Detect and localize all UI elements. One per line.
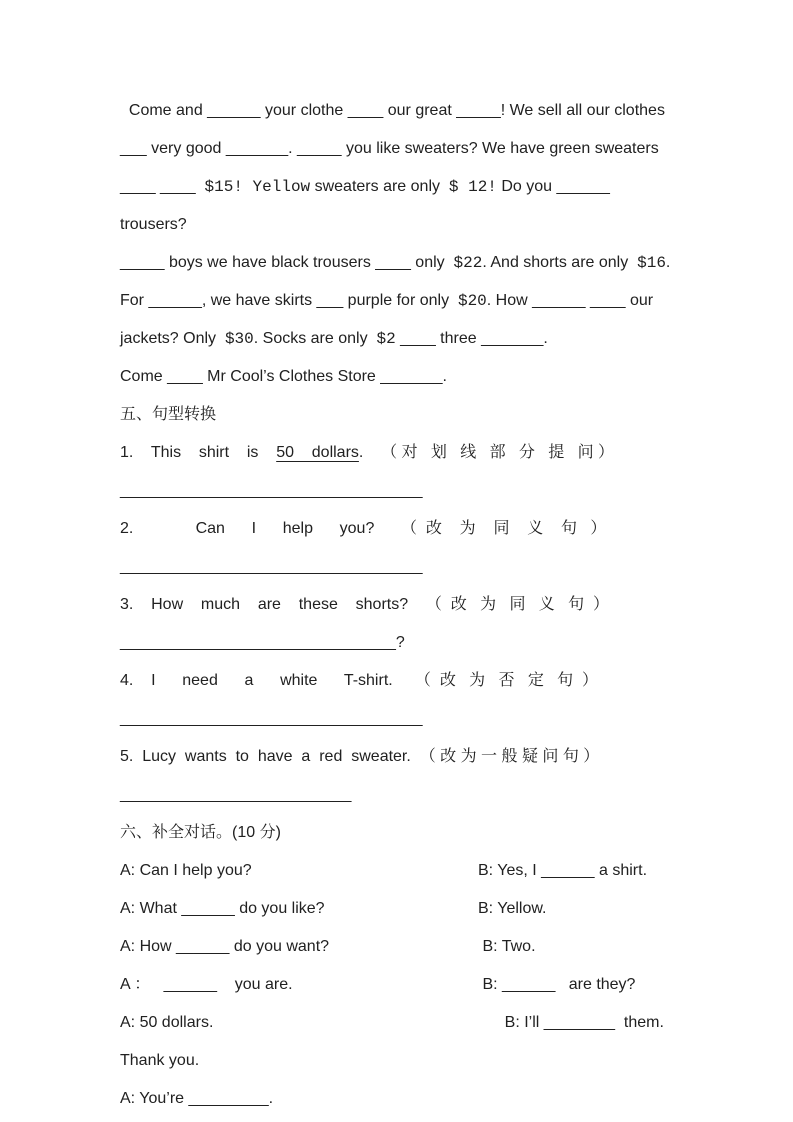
cloze-paragraph — [120, 92, 677, 396]
transform-item — [120, 510, 677, 548]
dialogue-row — [120, 966, 677, 1004]
transform-item — [120, 586, 677, 624]
cloze-line — [120, 130, 677, 168]
price-text: $22 — [453, 254, 483, 272]
section6-heading: 六、补全对话。(10 分) — [120, 824, 281, 841]
dialogue-last-line: A: You’re _________. — [120, 1090, 274, 1107]
section5-heading: 五、句型转换 — [120, 406, 217, 423]
answer-blank-line: __________________________ — [120, 786, 352, 803]
cloze-text: . How ______ ____ our — [486, 292, 654, 309]
cloze-text: For ______, we have skirts ___ purple for only — [120, 292, 458, 309]
underlined-text: 50 dollars — [276, 444, 359, 461]
speaker-b-line: B: Yes, I ______ a shirt. — [478, 862, 648, 879]
cloze-text: Come ____ Mr Cool’s Clothes Store _______. — [120, 368, 447, 385]
cloze-text: jackets? Only — [120, 330, 225, 347]
dialogue-continuation: Thank you. — [120, 1052, 200, 1069]
cloze-text: ____ three _______. — [395, 330, 548, 347]
cloze-text: Come and ______ your clothe ____ our great _____! We sell all our clothes — [120, 102, 665, 119]
answer-blank-line: _______________________________? — [120, 634, 405, 651]
answer-blank-line: __________________________________ — [120, 482, 423, 499]
price-text: $16 — [637, 254, 666, 272]
cloze-text: . — [665, 254, 671, 271]
dialogue-rows — [120, 852, 677, 1042]
cloze-line — [120, 358, 677, 396]
price-text: $30 — [224, 330, 254, 348]
item-text: 3. How much are these shorts? （ 改 为 同 义 句 ） — [120, 596, 610, 613]
cloze-line — [120, 320, 677, 358]
transform-item — [120, 662, 677, 700]
price-text: $15! Yellow — [204, 178, 311, 196]
item-text: 4. I need a white T-shirt. （ 改 为 否 定 句 ） — [120, 672, 599, 689]
item-text: 5. Lucy wants to have a red sweater. （ 改 为 一 般 疑 问 句 ） — [120, 748, 600, 765]
item-text: 1. This shirt is — [120, 444, 277, 461]
dialogue-row — [120, 1004, 677, 1042]
speaker-b-line: B: Two. — [478, 938, 536, 955]
cloze-text: _____ boys we have black trousers ____ only — [120, 254, 454, 271]
answer-blank-line: __________________________________ — [120, 558, 423, 575]
speaker-a-line: A ： ______ you are. — [120, 976, 293, 993]
speaker-b-line: B: Yellow. — [478, 900, 547, 917]
speaker-a-line: A: What ______ do you like? — [120, 900, 325, 917]
price-text: $20 — [457, 292, 487, 310]
speaker-b-line: B: ______ are they? — [478, 976, 636, 993]
price-text: $ 12! — [448, 178, 497, 196]
cloze-text: . Socks are only — [253, 330, 377, 347]
section5-items — [120, 434, 677, 814]
speaker-a-line: A: How ______ do you want? — [120, 938, 330, 955]
item-text: 2. Can I help you? （ 改 为 同 义 句 ） — [120, 520, 607, 537]
cloze-line — [120, 244, 677, 282]
dialogue-row — [120, 928, 677, 966]
cloze-text: Do you ______ trousers? — [120, 178, 615, 233]
item-text: . （ 对 划 线 部 分 提 问 ） — [358, 444, 615, 461]
speaker-a-line: A: 50 dollars. — [120, 1014, 214, 1031]
transform-item — [120, 738, 677, 776]
answer-blank-line: __________________________________ — [120, 710, 423, 727]
dialogue-row — [120, 852, 677, 890]
cloze-line — [120, 282, 677, 320]
cloze-text: ___ very good _______. _____ you like sweaters? We have green sweaters — [120, 140, 659, 157]
dialogue-row — [120, 890, 677, 928]
cloze-text: sweaters are only — [310, 178, 449, 195]
cloze-line — [120, 92, 677, 130]
cloze-text: . And shorts are only — [482, 254, 638, 271]
price-text: $2 — [376, 330, 396, 348]
cloze-text: ____ ____ — [120, 178, 205, 195]
speaker-a-line: A: Can I help you? — [120, 862, 252, 879]
speaker-b-line: B: I’ll ________ them. — [478, 1014, 664, 1031]
transform-item — [120, 434, 677, 472]
cloze-line — [120, 168, 677, 244]
